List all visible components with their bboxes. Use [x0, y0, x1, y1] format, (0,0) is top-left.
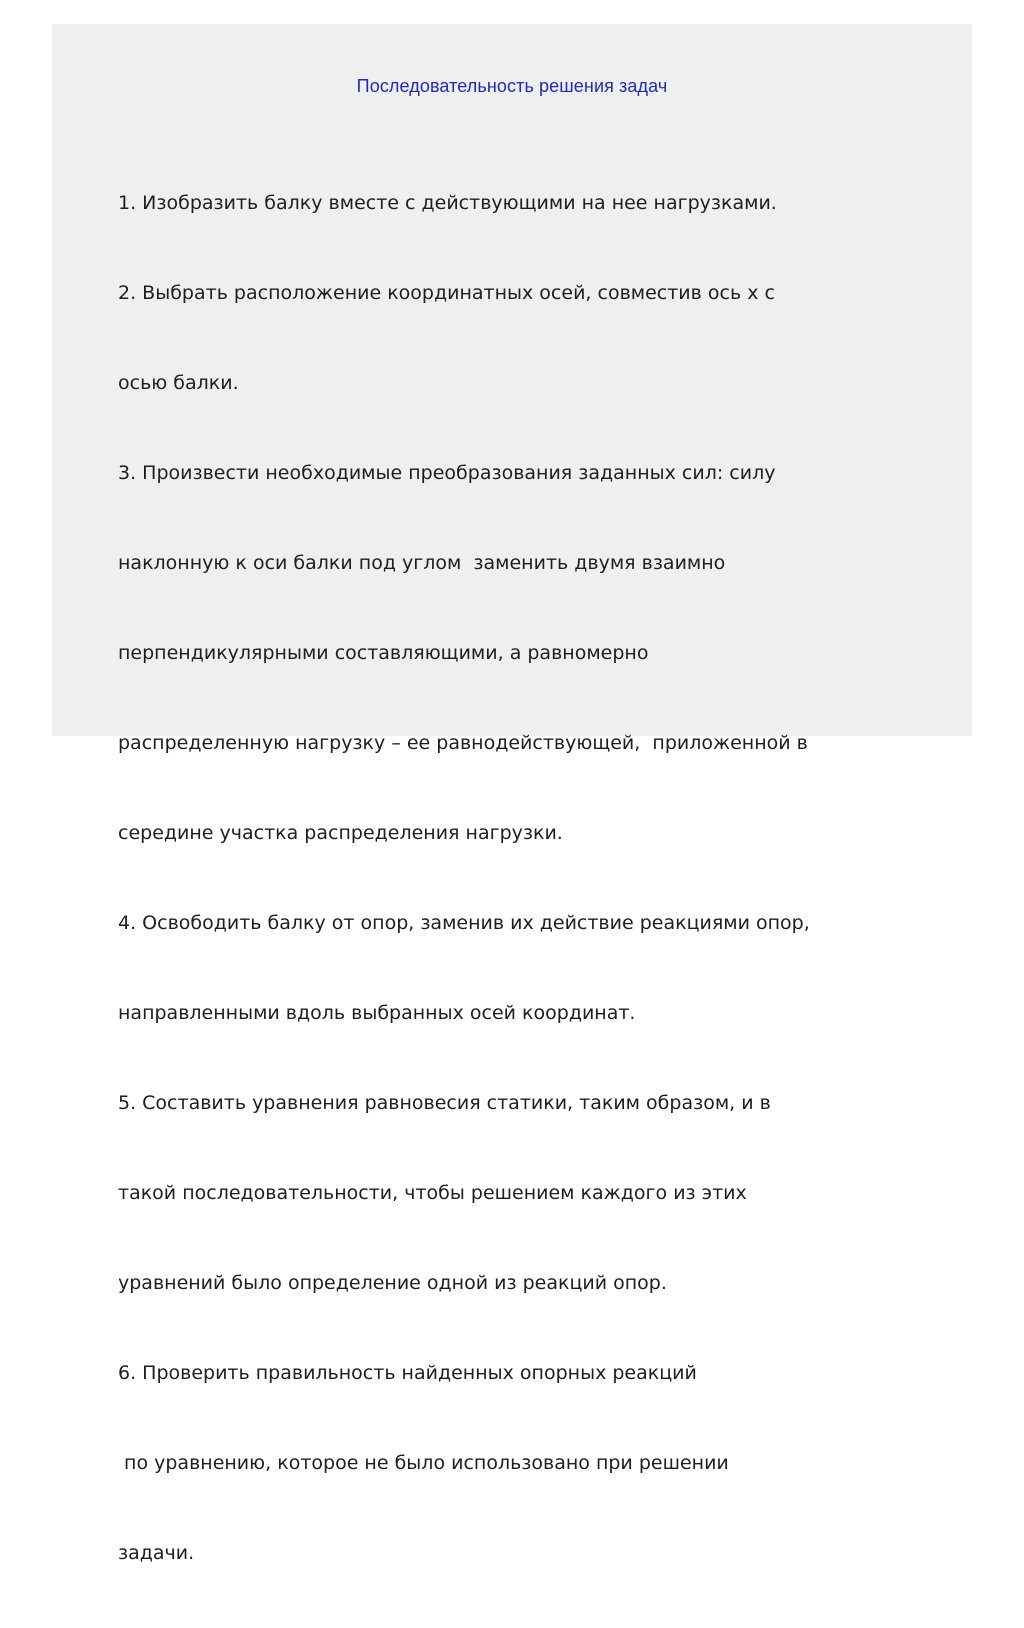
body-line: 4. Освободить балку от опор, заменив их действие реакциями опор,: [118, 912, 810, 934]
body-line: уравнений было определение одной из реакций опор.: [118, 1272, 667, 1294]
body-line: перпендикулярными составляющими, а равномерно: [118, 642, 649, 664]
slide: [52, 24, 972, 1564]
body-line: по уравнению, которое не было использовано при решении: [118, 1452, 729, 1474]
body-line: направленными вдоль выбранных осей координат.: [118, 1002, 636, 1024]
body-line: 1. Изобразить балку вместе с действующими на нее нагрузками.: [118, 192, 777, 214]
body-line: середине участка распределения нагрузки.: [118, 822, 563, 844]
slide-title: Последовательность решения задач: [356, 76, 668, 96]
body-line: 3. Произвести необходимые преобразования заданных сил: силу: [118, 462, 776, 484]
slide-body: [118, 128, 878, 1628]
body-line: осью балки.: [118, 372, 239, 394]
body-line: 2. Выбрать расположение координатных осей, совместив ось х с: [118, 282, 775, 304]
body-line: наклонную к оси балки под углом заменить двумя взаимно: [118, 552, 726, 574]
body-line: распределенную нагрузку – ее равнодействующей, приложенной в: [118, 732, 808, 754]
body-line: такой последовательности, чтобы решением каждого из этих: [118, 1182, 747, 1204]
body-line: 5. Составить уравнения равновесия статики, таким образом, и в: [118, 1092, 771, 1114]
body-line: задачи.: [118, 1542, 195, 1564]
body-line: 6. Проверить правильность найденных опорных реакций: [118, 1362, 697, 1384]
